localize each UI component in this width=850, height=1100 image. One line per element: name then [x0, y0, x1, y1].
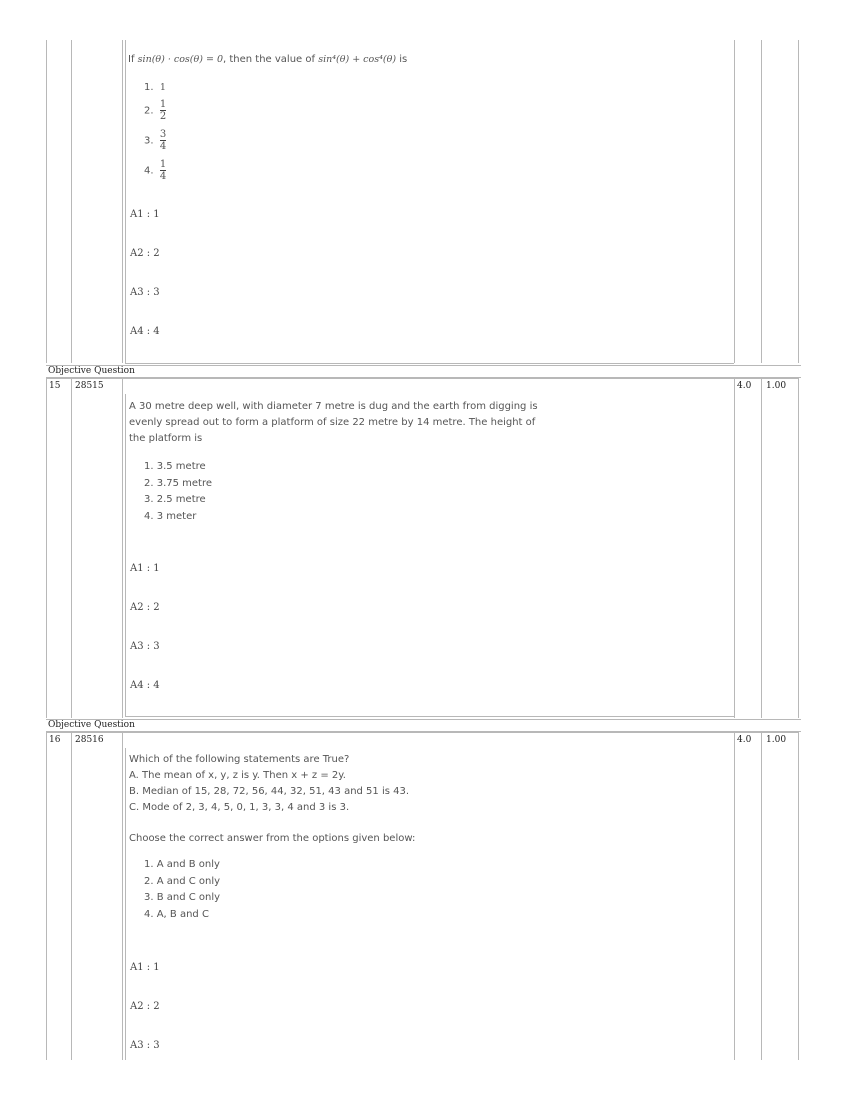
q14-option-3: 3. $\frac{3}{4}$ [144, 129, 167, 152]
q15-question-id: 28515 [75, 381, 104, 391]
q14-stem: If sin(θ) · cos(θ) = 0, then the value of sin⁴(θ) + cos⁴(θ) is [128, 54, 408, 65]
q16-negative-marks: 1.00 [766, 735, 787, 745]
q14-math-condition: sin(θ) · cos(θ) = 0 [137, 54, 223, 65]
q14-option-4: 4. $\frac{1}{4}$ [144, 159, 167, 182]
q15-option-2: 2. 3.75 metre [144, 477, 213, 489]
q16-option-3: 3. B and C only [144, 892, 221, 903]
grid-content-right [734, 40, 735, 363]
q15-options-list [144, 459, 212, 525]
q16-text-line-3: B. Median of 15, 28, 72, 56, 44, 32, 51, 43 and 51 is 43. [129, 786, 410, 797]
q15-answer-4: A4 : 4 [130, 680, 160, 691]
q15-text-line-2: evenly spread out to form a platform of size 22 metre by 14 metre. The height of [129, 417, 536, 428]
q15-option-3: 3. 2.5 metre [144, 494, 206, 505]
q16-answer-3: A3 : 3 [130, 1040, 160, 1051]
q15-text-line-3: the platform is [129, 433, 203, 444]
q15-answer-2: A2 : 2 [130, 602, 160, 613]
q14-option-2-fraction: $\frac{1}{2}$ [159, 99, 167, 122]
q16-answer-2: A2 : 2 [130, 1001, 160, 1012]
grid-qid-right [122, 40, 123, 363]
q16-option-1: 1. A and B only [144, 859, 220, 870]
q14-option-4-fraction: $\frac{1}{4}$ [159, 159, 167, 182]
q14-option-1: 1. 1 [144, 82, 166, 93]
q15-option-1: 1. 3.5 metre [144, 461, 206, 472]
q15-answer-3: A3 : 3 [130, 641, 160, 652]
q14-answer-2: A2 : 2 [130, 248, 160, 259]
q15-marks: 4.0 [737, 381, 752, 391]
q14-option-3-fraction: $\frac{3}{4}$ [159, 129, 167, 152]
q16-option-2: 2. A and C only [144, 875, 221, 887]
q14-math-expression: sin⁴(θ) + cos⁴(θ) [318, 54, 397, 65]
grid-left-outer [46, 40, 47, 363]
grid-right-outer [798, 40, 799, 363]
q15-question-text [129, 399, 538, 447]
q15-negative-marks: 1.00 [766, 381, 787, 391]
q16-text-line-1: Which of the following statements are True? [129, 754, 350, 765]
q14-answer-4: A4 : 4 [130, 326, 160, 337]
q16-question-id: 28516 [75, 735, 104, 745]
q15-answer-1: A1 : 1 [130, 563, 160, 574]
q16-serial-number: 16 [49, 735, 61, 745]
q16-options-list [144, 857, 220, 923]
q14-answer-3: A3 : 3 [130, 287, 160, 298]
q14-answer-1: A1 : 1 [130, 209, 160, 220]
q16-text-line-2: A. The mean of x, y, z is y. Then x + z = 2y. [129, 770, 346, 781]
q16-question-text [129, 752, 409, 816]
q16-text-line-4: C. Mode of 2, 3, 4, 5, 0, 1, 3, 3, 4 and 3 is 3. [129, 802, 350, 813]
q16-option-4: 4. A, B and C [144, 908, 209, 920]
q15-serial-number: 15 [49, 381, 61, 391]
q15-option-4: 4. 3 meter [144, 510, 197, 522]
q15-section-header: Objective Question [46, 365, 801, 378]
grid-left-inner [71, 40, 72, 363]
q16-section-header: Objective Question [46, 719, 801, 732]
q14-option-2: 2. $\frac{1}{2}$ [144, 99, 167, 122]
grid-marks-right [761, 40, 762, 363]
q16-marks: 4.0 [737, 735, 752, 745]
q16-answer-1: A1 : 1 [130, 962, 160, 973]
q15-text-line-1: A 30 metre deep well, with diameter 7 metre is dug and the earth from digging is [129, 401, 538, 412]
q16-instruction: Choose the correct answer from the options given below: [129, 833, 416, 844]
